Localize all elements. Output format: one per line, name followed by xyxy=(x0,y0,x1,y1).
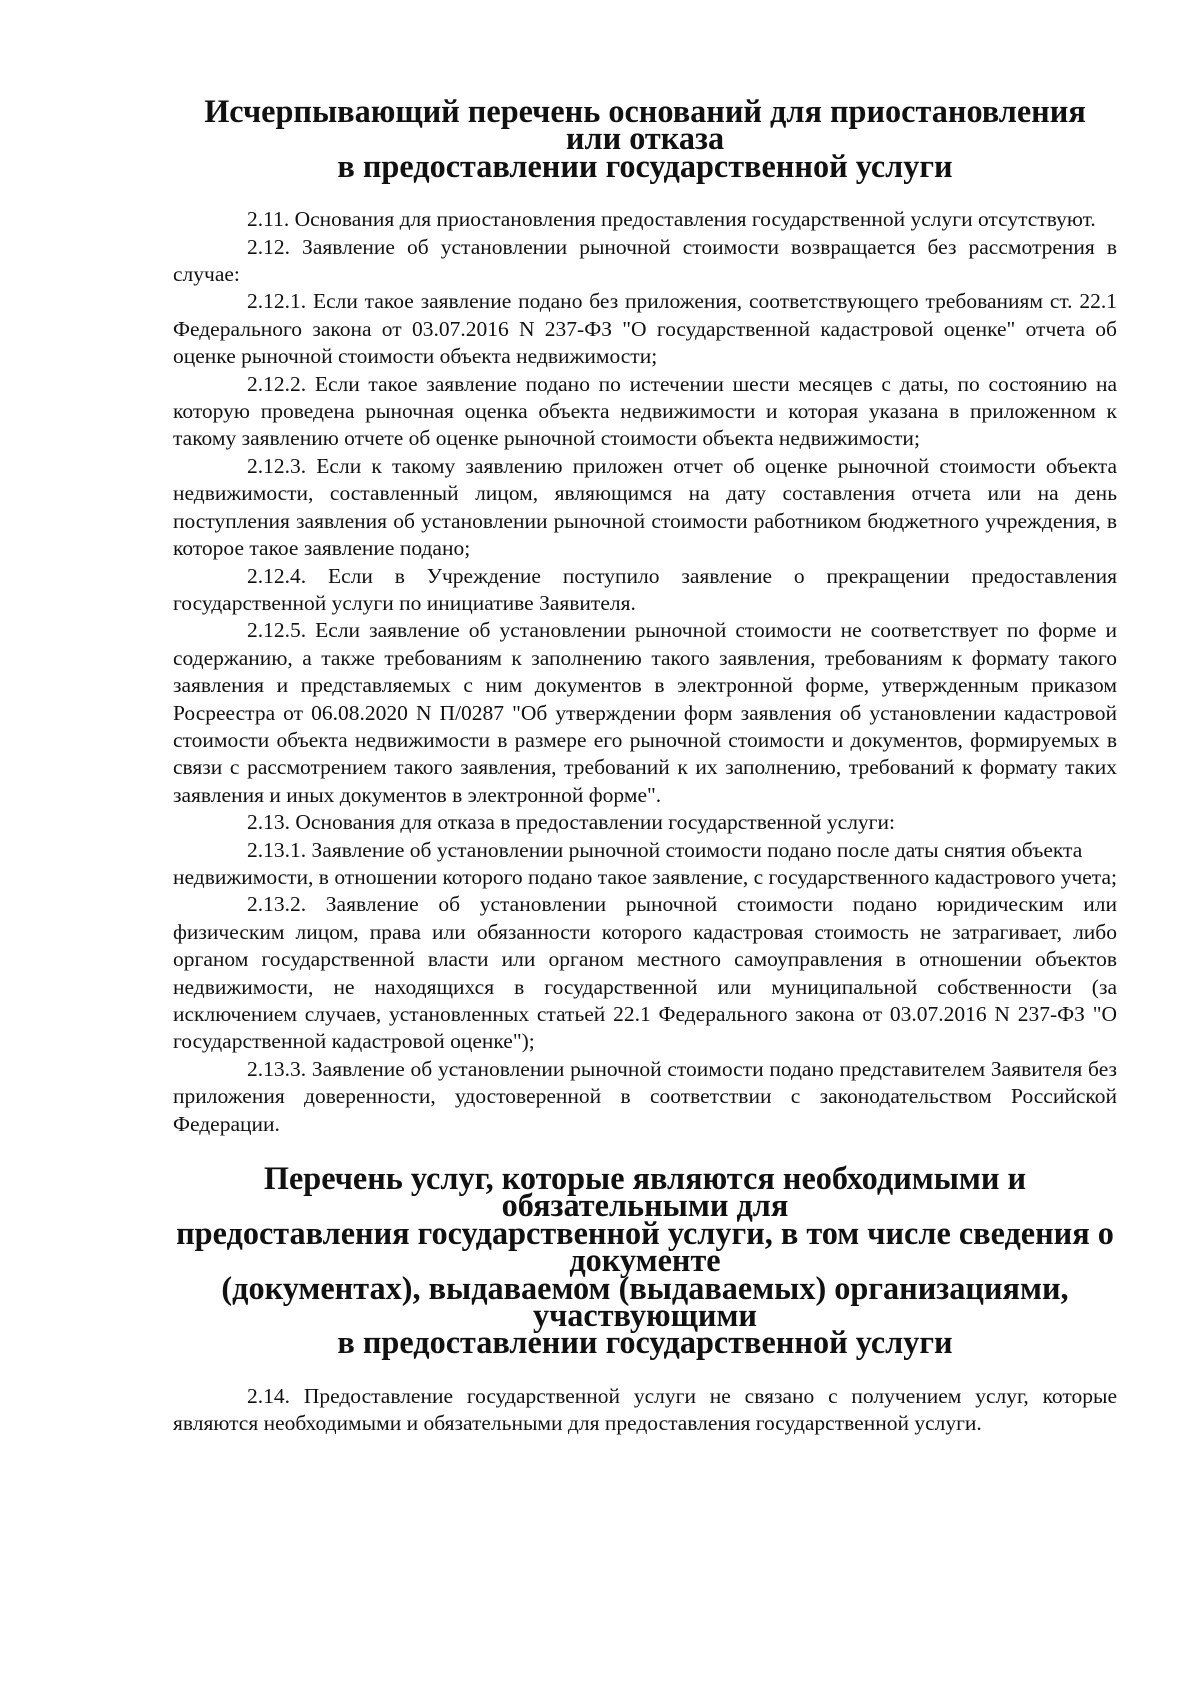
paragraph-2-13-1-continuation: недвижимости, в отношении которого подано такое заявление, с государственного кадастрового учета; xyxy=(173,864,1117,889)
paragraph-2-14: 2.14. Предоставление государственной услуги не связано с получением услуг, которые являются необходимыми и обязательными для предоставления государственной услуги. xyxy=(173,1383,1117,1436)
section-title-line: Перечень услуг, которые являются необходимыми и обязательными для xyxy=(263,1160,1027,1224)
paragraph-2-12-2: 2.12.2. Если такое заявление подано по истечении шести месяцев с даты, по состоянию на которую проведена рыночная оценка объекта недвижимости и которая указана в приложенном к такому заявлению отчете об оценке рыночной стоимости объекта недвижимости; xyxy=(173,371,1117,451)
paragraph-2-12-4: 2.12.4. Если в Учреждение поступило заявление о прекращении предоставления государственной услуги по инициативе Заявителя. xyxy=(173,563,1117,615)
paragraph-2-13-3: 2.13.3. Заявление об установлении рыночной стоимости подано представителем Заявителя без приложения доверенности, удостоверенной в соответствии с законодательством Российской Федерации. xyxy=(173,1056,1117,1136)
section-title-line: в предоставлении государственной услуги xyxy=(337,147,953,184)
section-title-line: Исчерпывающий перечень оснований для приостановления или отказа xyxy=(204,93,1086,157)
document-page xyxy=(173,93,1117,1438)
section-title-line: (документах), выдаваемом (выдаваемых) организациями, участвующими xyxy=(221,1269,1069,1334)
paragraph-2-13-2: 2.13.2. Заявление об установлении рыночной стоимости подано юридическим или физическим лицом, права или обязанности которого кадастровая стоимость не затрагивает, либо органом государственной власти или органом местного самоуправления в отношении объектов недвижимости, не находящихся в государственной или муниципальной собственности (за исключением случаев, установленных статьей 22.1 Федерального закона от 03.07.2016 N 237-ФЗ "О государственной кадастровой оценке"); xyxy=(173,892,1117,1054)
paragraph-2-12-5: 2.12.5. Если заявление об установлении рыночной стоимости не соответствует по форме и содержанию, а также требованиям к заполнению такого заявления, требованиям к формату такого заявления и представляемых с ним документов в электронной форме, утвержденным приказом Росреестра от 06.08.2020 N П/0287 "Об утверждении форм заявления об установлении кадастровой стоимости объекта недвижимости в размере его рыночной стоимости и документов, формируемых в связи с рассмотрением такого заявления, требований к их заполнению, требований к формату таких заявления и иных документов в электронной форме". xyxy=(173,618,1117,807)
paragraph-2-12: 2.12. Заявление об установлении рыночной стоимости возвращается без рассмотрения в случае: xyxy=(173,234,1117,287)
section-title-line: в предоставлении государственной услуги xyxy=(337,1324,953,1361)
paragraph-2-13-1: 2.13.1. Заявление об установлении рыночной стоимости подано после даты снятия объекта xyxy=(247,837,1083,862)
section-title-line: предоставления государственной услуги, в том числе сведения о документе xyxy=(176,1214,1114,1279)
paragraph-2-12-3: 2.12.3. Если к такому заявлению приложен отчет об оценке рыночной стоимости объекта недвижимости, составленный лицом, являющимся на дату составления отчета или на день поступления заявления об установлении рыночной стоимости работником бюджетного учреждения, в которое такое заявление подано; xyxy=(173,453,1117,561)
section-title-grounds xyxy=(173,93,1117,184)
section-title-required-services xyxy=(173,1160,1117,1361)
paragraph-2-13: 2.13. Основания для отказа в предоставлении государственной услуги: xyxy=(247,810,895,835)
paragraph-2-12-1: 2.12.1. Если такое заявление подано без приложения, соответствующего требованиям ст. 22.1 Федерального закона от 03.07.2016 N 237-ФЗ "О государственной кадастровой оценке" отчета об оценке рыночной стоимости объекта недвижимости; xyxy=(173,289,1117,369)
paragraph-2-11: 2.11. Основания для приостановления предоставления государственной услуги отсутствуют. xyxy=(247,207,1096,232)
